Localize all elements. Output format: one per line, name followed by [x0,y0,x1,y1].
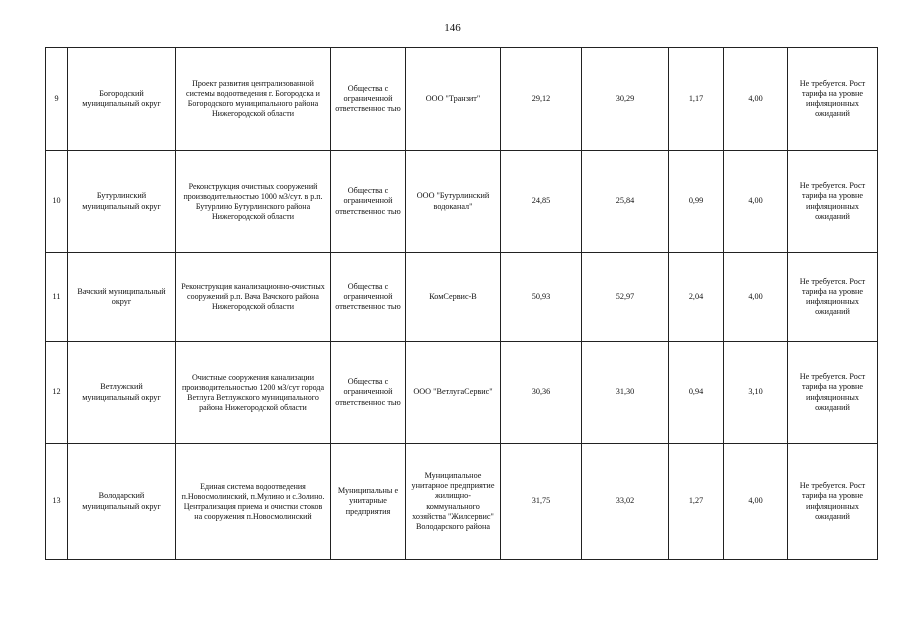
org-name-cell: ООО "ВетлугаСервис" [406,342,501,444]
district-cell: Володарский муниципальный округ [68,444,176,560]
page-number: 146 [444,22,461,34]
row-number: 10 [46,151,68,253]
value-4-cell: 4,00 [724,444,788,560]
value-4-cell: 3,10 [724,342,788,444]
org-form-cell: Общества с ограниченной ответственнос тью [331,151,406,253]
value-4-cell: 4,00 [724,48,788,151]
org-name-cell: ООО "Транзит" [406,48,501,151]
table-row [46,342,878,444]
district-cell: Вачский муниципальный округ [68,253,176,342]
org-name-cell: КомСервис-В [406,253,501,342]
value-3-cell: 0,94 [669,342,724,444]
tariff-investment-table [45,47,878,560]
org-form-cell: Муниципальны е унитарные предприятия [331,444,406,560]
row-number: 9 [46,48,68,151]
org-name-cell: ООО "Бутурлинский водоканал" [406,151,501,253]
project-cell: Единая система водоотведения п.Новосмолинский, п.Мулино и с.Золино. Централизация приема и очистки стоков на сооружения п.Новосмолинский [176,444,331,560]
note-cell: Не требуется. Рост тарифа на уровне инфляционных ожиданий [788,48,878,151]
value-2-cell: 52,97 [582,253,669,342]
org-name-cell: Муниципальное унитарное предприятие жилищно-коммунального хозяйства "Жилсервис" Володарского района [406,444,501,560]
project-cell: Очистные сооружения канализации производительностью 1200 м3/сут города Ветлуга Ветлужского муниципального района Нижегородской области [176,342,331,444]
value-3-cell: 1,27 [669,444,724,560]
note-cell: Не требуется. Рост тарифа на уровне инфляционных ожиданий [788,444,878,560]
value-1-cell: 50,93 [501,253,582,342]
district-cell: Бутурлинский муниципальный округ [68,151,176,253]
value-2-cell: 30,29 [582,48,669,151]
table-row [46,48,878,151]
district-cell: Ветлужский муниципальный округ [68,342,176,444]
note-cell: Не требуется. Рост тарифа на уровне инфляционных ожиданий [788,253,878,342]
table-row [46,253,878,342]
note-cell: Не требуется. Рост тарифа на уровне инфляционных ожиданий [788,151,878,253]
value-1-cell: 31,75 [501,444,582,560]
row-number: 11 [46,253,68,342]
value-4-cell: 4,00 [724,253,788,342]
row-number: 12 [46,342,68,444]
org-form-cell: Общества с ограниченной ответственнос тью [331,342,406,444]
project-cell: Реконструкция канализационно-очистных сооружений р.п. Вача Вачского района Нижегородской области [176,253,331,342]
value-3-cell: 2,04 [669,253,724,342]
value-1-cell: 29,12 [501,48,582,151]
org-form-cell: Общества с ограниченной ответственнос тью [331,48,406,151]
value-4-cell: 4,00 [724,151,788,253]
value-3-cell: 0,99 [669,151,724,253]
value-3-cell: 1,17 [669,48,724,151]
value-2-cell: 31,30 [582,342,669,444]
value-2-cell: 25,84 [582,151,669,253]
value-1-cell: 24,85 [501,151,582,253]
table-row [46,444,878,560]
district-cell: Богородский муниципальный округ [68,48,176,151]
table-row [46,151,878,253]
note-cell: Не требуется. Рост тарифа на уровне инфляционных ожиданий [788,342,878,444]
org-form-cell: Общества с ограниченной ответственнос тью [331,253,406,342]
project-cell: Реконструкция очистных сооружений производительностью 1000 м3/сут. в р.п. Бутурлино Бутурлинского района Нижегородской области [176,151,331,253]
value-1-cell: 30,36 [501,342,582,444]
project-cell: Проект развития централизованной системы водоотведения г. Богородска и Богородского муниципального района Нижегородской области [176,48,331,151]
value-2-cell: 33,02 [582,444,669,560]
row-number: 13 [46,444,68,560]
